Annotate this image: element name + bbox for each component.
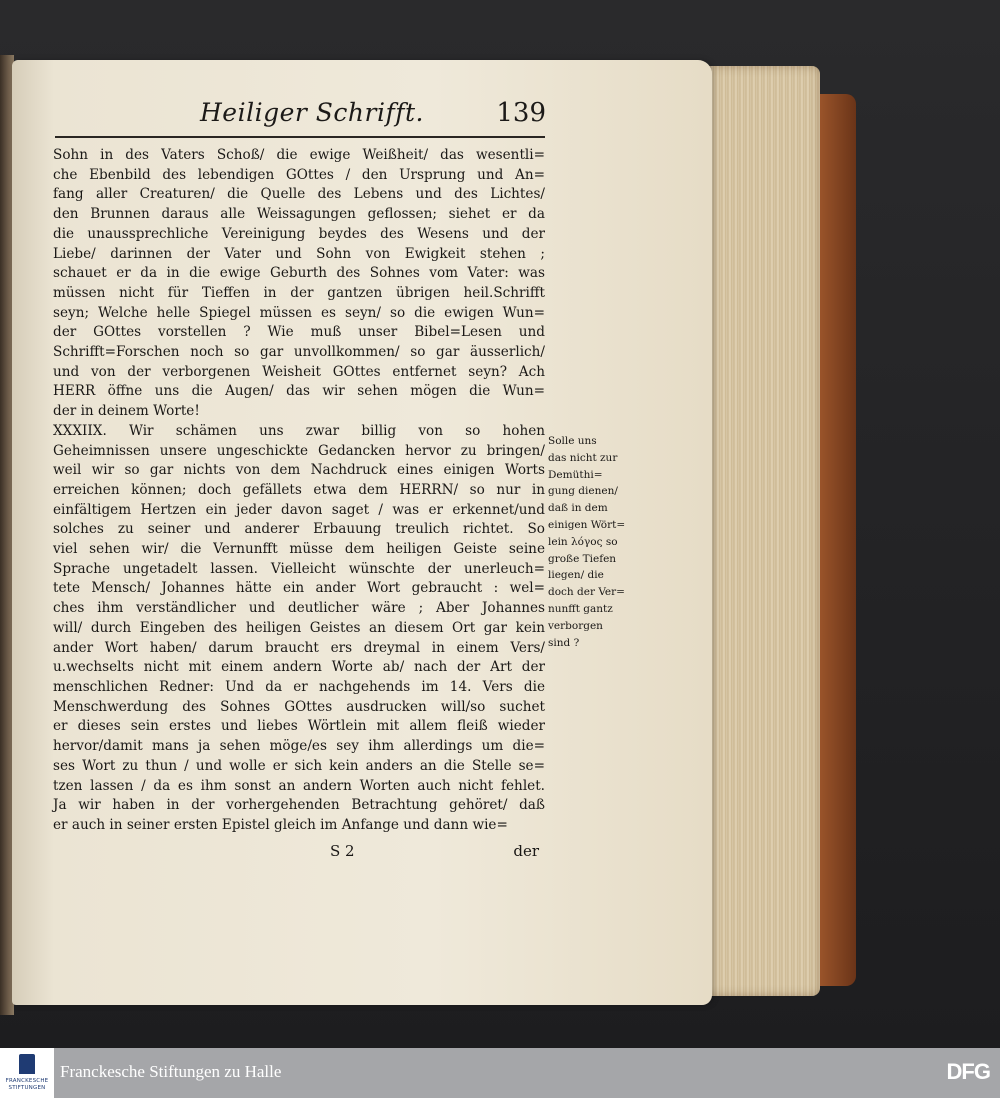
margin-note bbox=[548, 433, 638, 651]
margin-note-line: nunfft gantz bbox=[548, 602, 613, 615]
text-line: will/ durch Eingeben des heiligen Geistes an diesem Ort gar kein bbox=[53, 619, 545, 636]
text-line: Geheimnissen unsere ungeschickte Gedancken hervor zu bringen/ bbox=[53, 442, 545, 459]
text-line: hervor/damit mans ja sehen möge/es sey ihm allerdings um die= bbox=[53, 738, 545, 755]
text-line: die unaussprechliche Vereinigung beydes des Wesens und der bbox=[53, 225, 545, 242]
catchword: der bbox=[513, 842, 539, 860]
dfg-logo[interactable]: DFG bbox=[946, 1059, 990, 1084]
text-line: ander Wort haben/ darum braucht ers dreymal in einem Vers/ bbox=[53, 639, 545, 656]
text-line: und von der verborgenen Weisheit GOttes entfernet seyn? Ach bbox=[53, 363, 545, 380]
margin-note-line: verborgen bbox=[548, 619, 603, 632]
margin-note-line: Solle uns bbox=[548, 435, 597, 447]
printer-signature: S 2 bbox=[330, 842, 355, 860]
text-line: schauet er da in die ewige Geburth des Sohnes vom Vater: was bbox=[53, 265, 545, 282]
margin-note-line: liegen/ die bbox=[548, 569, 604, 582]
margin-note-line: gung dienen/ bbox=[548, 485, 618, 498]
text-line: den Brunnen daraus alle Weissagungen geflossen; siehet er da bbox=[53, 206, 545, 223]
header-rule bbox=[55, 136, 545, 138]
text-line: weil wir so gar nichts von dem Nachdruck eines einigen Worts bbox=[53, 462, 545, 479]
text-line: erreichen können; doch gefällets etwa dem HERRN/ so nur in bbox=[53, 481, 545, 498]
text-line: einfältigem Hertzen ein jeder davon saget / was er erkennet/und bbox=[53, 501, 545, 518]
building-icon bbox=[19, 1054, 35, 1074]
body-text bbox=[53, 146, 545, 836]
text-line: Sohn in des Vaters Schoß/ die ewige Weißheit/ das wesentli= bbox=[53, 147, 545, 163]
margin-note-line: daß in dem bbox=[548, 502, 608, 515]
institution-logo[interactable] bbox=[0, 1048, 54, 1098]
text-line: er auch in seiner ersten Epistel gleich im Anfange und dann wie= bbox=[53, 816, 508, 833]
text-line: Menschwerdung des Sohnes GOttes ausdrucken will/so suchet bbox=[53, 698, 545, 715]
text-line: u.wechselts nicht mit einem andern Worte ab/ nach der Art der bbox=[53, 659, 545, 676]
margin-note-line: Demüthi= bbox=[548, 468, 603, 481]
text-line: fang aller Creaturen/ die Quelle des Lebens und des Lichtes/ bbox=[53, 186, 545, 203]
text-line: ses Wort zu thun / und wolle er sich kein anders an die Stelle se= bbox=[53, 757, 545, 774]
text-line: solches zu seiner und anderer Erbauung treulich richtet. So bbox=[53, 521, 545, 538]
margin-note-line: sind ? bbox=[548, 636, 580, 649]
institution-name[interactable]: Franckesche Stiftungen zu Halle bbox=[60, 1062, 282, 1081]
page-header bbox=[200, 98, 550, 138]
margin-note-line: einigen Wört= bbox=[548, 518, 626, 531]
text-line: Schrifft=Forschen noch so gar unvollkommen/ so gar äusserlich/ bbox=[53, 344, 545, 361]
margin-note-line: das nicht zur bbox=[548, 451, 618, 464]
text-line: seyn; Welche helle Spiegel müssen es seyn/ so die ewigen Wun= bbox=[53, 304, 545, 321]
text-line: XXXIIX. Wir schämen uns zwar billig von so hohen bbox=[53, 422, 545, 439]
text-line: der GOttes vorstellen ? Wie muß unser Bibel=Lesen und bbox=[53, 324, 545, 341]
text-line: ches ihm verständlicher und deutlicher wäre ; Aber Johannes bbox=[53, 600, 545, 617]
text-line: HERR öffne uns die Augen/ das wir sehen mögen die Wun= bbox=[53, 383, 545, 400]
page-number: 139 bbox=[496, 98, 546, 128]
text-line: müssen nicht für Tieffen in der gantzen übrigen heil.Schrifft bbox=[53, 284, 545, 301]
text-line: der in deinem Worte! bbox=[53, 403, 200, 420]
logo-text: FRANCKESCHE STIFTUNGEN bbox=[5, 1078, 49, 1091]
text-line: viel sehen wir/ die Vernunfft müsse dem heiligen Geiste seine bbox=[53, 541, 545, 558]
footer-bar bbox=[0, 1048, 1000, 1098]
text-line: tete Mensch/ Johannes hätte ein ander Wort gebraucht : wel= bbox=[53, 580, 545, 597]
running-head: Heiliger Schrifft. bbox=[200, 98, 424, 127]
text-line: Liebe/ darinnen der Vater und Sohn von Ewigkeit stehen ; bbox=[53, 245, 545, 262]
margin-note-line: doch der Ver= bbox=[548, 586, 625, 599]
text-line: tzen lassen / da es ihm sonst an andern Worten auch nicht fehlet. bbox=[53, 777, 545, 794]
text-line: Sprache ungetadelt lassen. Vielleicht wünschte der unerleuch= bbox=[53, 560, 545, 577]
text-line: che Ebenbild des lebendigen GOttes / den Ursprung und An= bbox=[53, 166, 545, 183]
margin-note-line: lein λόγος so bbox=[548, 535, 618, 548]
text-line: Ja wir haben in der vorhergehenden Betrachtung gehöret/ daß bbox=[53, 797, 545, 814]
text-line: menschlichen Redner: Und da er nachgehends im 14. Vers die bbox=[53, 678, 545, 695]
text-line: er dieses sein erstes und liebes Wörtlein mit allem fleiß wieder bbox=[53, 718, 545, 735]
signature-line bbox=[53, 842, 545, 864]
margin-note-line: große Tiefen bbox=[548, 552, 617, 565]
